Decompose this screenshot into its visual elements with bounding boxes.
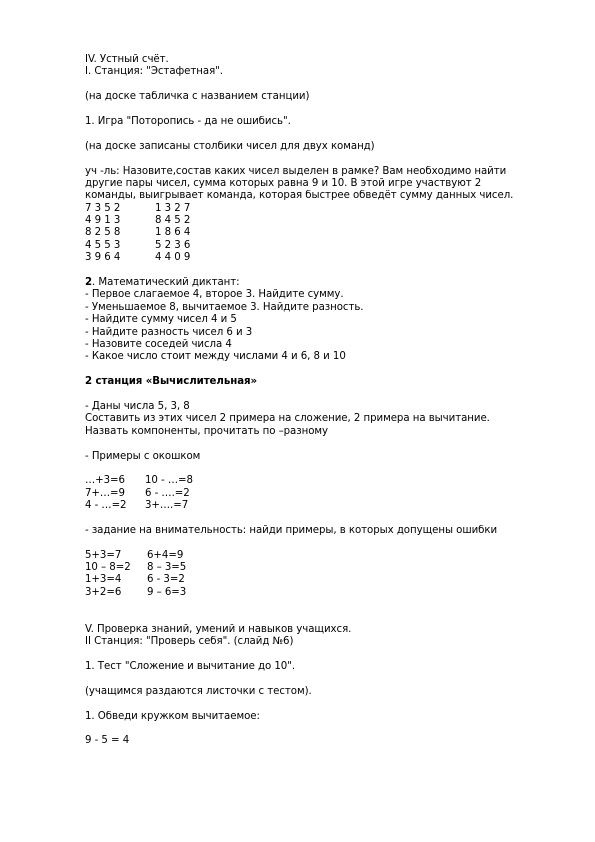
window-example: …+3=6: [85, 475, 125, 487]
task-line: команды, выигрывает команда, которая быстрее обведёт сумму данных чисел.: [85, 190, 514, 202]
document-page: [85, 54, 565, 748]
team-2-numbers: 4 4 0 9: [155, 252, 191, 264]
attention-example-row: [85, 574, 565, 586]
attention-example: 9 – 6=3: [147, 586, 187, 598]
dictation-item: - Найдите сумму чисел 4 и 5: [85, 314, 237, 326]
dictation-item: - Первое слагаемое 4, второе 3. Найдите сумму.: [85, 289, 344, 301]
number-row: [85, 240, 565, 252]
test-note: (учащимся раздаются листочки с тестом).: [85, 685, 312, 697]
attention-example-row: [85, 587, 565, 599]
dictation-title: [85, 277, 565, 289]
window-example-row: [85, 475, 565, 487]
window-example-row: [85, 488, 565, 500]
attention-example-row: [85, 550, 565, 562]
team-1-numbers: 3 9 6 4: [85, 252, 121, 264]
attention-example: 8 – 3=5: [147, 562, 187, 574]
task-line: уч -ль: Назовите,состав каких чисел выделен в рамке? Вам необходимо найти: [85, 165, 507, 177]
team-2-numbers: 5 2 3 6: [155, 239, 191, 251]
attention-example-row: [85, 562, 565, 574]
dictation-item: - Найдите разность чисел 6 и 3: [85, 326, 253, 338]
station-1-title: I. Станция: "Эстафетная".: [85, 66, 223, 78]
task-line: другие пары чисел, сумма которых равна 9 и 10. В этой игре участвуют 2: [85, 177, 482, 189]
window-example: 10 - …=8: [145, 475, 193, 487]
dictation-item: - Назовите соседей числа 4: [85, 338, 232, 350]
number-row: [85, 227, 565, 239]
window-example: 6 - ….=2: [145, 487, 190, 499]
station-title: II Станция: "Проверь себя". (слайд №6): [85, 636, 294, 648]
attention-example: 1+3=4: [85, 574, 122, 586]
attention-example: 3+2=6: [85, 586, 122, 598]
team-1-numbers: 8 2 5 8: [85, 227, 121, 239]
team-2-numbers: 1 8 6 4: [155, 227, 191, 239]
team-1-numbers: 7 3 5 2: [85, 202, 121, 214]
task-1: 1. Обведи кружком вычитаемое:: [85, 710, 260, 722]
dictation-item: - Уменьшаемое 8, вычитаемое 3. Найдите разность.: [85, 301, 364, 313]
window-example: 4 - …=2: [85, 500, 127, 512]
attention-example: 10 – 8=2: [85, 562, 131, 574]
subtraction-example: 9 - 5 = 4: [85, 735, 130, 747]
window-example: 3+….=7: [145, 500, 189, 512]
team-2-numbers: 8 4 5 2: [155, 215, 191, 227]
team-2-numbers: 1 3 2 7: [155, 202, 191, 214]
section-4-title: IV. Устный счёт.: [85, 54, 169, 65]
team-1-numbers: 4 9 1 3: [85, 215, 121, 227]
window-example-row: [85, 500, 565, 512]
dictation-title-text: . Математический диктант:: [92, 277, 240, 289]
window-examples-title: - Примеры с окошком: [85, 450, 201, 462]
columns-note: (на доске записаны столбики чисел для двух команд): [85, 140, 375, 152]
team-1-numbers: 4 5 5 3: [85, 239, 121, 251]
compose-line: Назвать компоненты, прочитать по –разному: [85, 425, 329, 437]
number-row: [85, 252, 565, 264]
station-2-title: 2 станция «Вычислительная»: [85, 376, 258, 388]
test-title: 1. Тест "Сложение и вычитание до 10".: [85, 661, 296, 673]
dictation-item: - Какое число стоит между числами 4 и 6, 8 и 10: [85, 351, 346, 363]
attention-example: 5+3=7: [85, 549, 122, 561]
game-title: 1. Игра "Поторопись - да не ошибись".: [85, 115, 291, 127]
dictation-number: 2: [85, 277, 93, 289]
window-example: 7+…=9: [85, 487, 125, 499]
given-numbers: - Даны числа 5, 3, 8: [85, 400, 190, 412]
attention-example: 6+4=9: [147, 549, 184, 561]
compose-line: Составить из этих чисел 2 примера на сложение, 2 примера на вычитание.: [85, 413, 490, 425]
attention-example: 6 - 3=2: [147, 574, 185, 586]
section-5-title: V. Проверка знаний, умений и навыков учащихся.: [85, 623, 352, 635]
board-note: (на доске табличка с названием станции): [85, 91, 310, 103]
number-row: [85, 203, 565, 215]
number-row: [85, 215, 565, 227]
attention-task-title: - задание на внимательность: найди примеры, в которых допущены ошибки: [85, 524, 498, 536]
